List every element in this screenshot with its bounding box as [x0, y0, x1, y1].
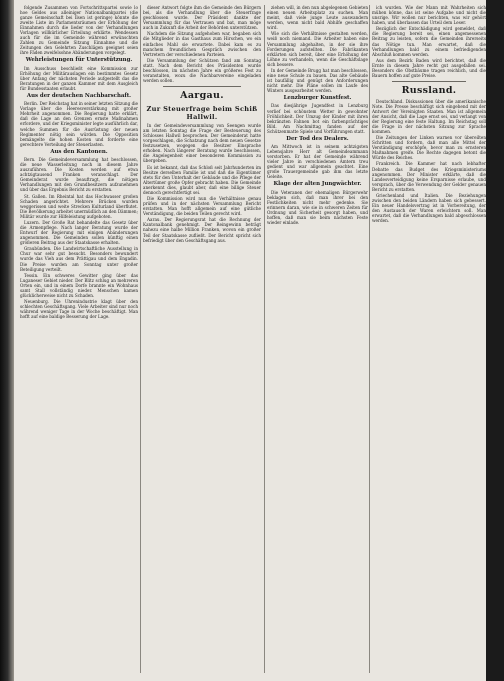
column-rule — [264, 5, 265, 673]
paragraph: Graubünden. Die Landwirtschaftliche Ausstellung in Chur war sehr gut besucht. Besonders bewundert wurde das Vieh aus dem Prättigau und dem Engadin. Die Preise wurden am Sonntag unter großer Beteiligung verteilt. — [20, 246, 138, 272]
paragraph: folgende Zusammen von Fortschrittspartei sowie lo hoe Geldes aus alleiniger Nationalbankpartei (die ganze Gemeinschaft bei Ilsen ist geringe) könnte die zweite Liste im Parlamentsräumen der Erhöhung der Einnahmen durch die lieder von der Verhandlungen Vorlagen willkürlicher Erteilung erklärte. Wendessen auch für die im Gemeinde während erwünschten Zahlen zu Gemeinde Sitzung Einnahme und die Zeitungen den Gelehrten Zuschlägen geeignet seien ihre Fäden zweifelsohne Abänderungen vorgelegt. — [20, 5, 138, 56]
paragraph: Neuenburg. Die Uhrenindustrie klagt über den schlechten Geschäftsgang. Viele Arbeiter sind nur noch während weniger Tage in der Woche beschäftigt. Man hofft auf eine baldige Besserung der Lage. — [20, 299, 138, 320]
column-4 — [372, 5, 486, 673]
paragraph: Berlin. Der Reichstag hat in seiner letzten Sitzung die Vorlage über die Heeresverstärkung mit großer Mehrheit angenommen. Die Regierung hatte erklärt, daß die Lage an den Grenzen ernste Maßnahmen erfordere, und der Kriegsminister legte ausführlich dar, welche Summen für die Ausrüstung der neuen Regimenter nötig sein würden. Die Opposition bemängelte die hohen Kosten und forderte eine gerechtere Verteilung der Steuerlasten. — [20, 101, 138, 147]
section-heading: Aus der deutschen Nachbarschaft. — [26, 93, 132, 99]
section-heading: Lenzburger Kunstfest. — [283, 95, 352, 102]
paragraph: ziehen will, in den nun abgelegenen Gebieten einen neuen Arbeitsplatz zu suchen. Man meint, daß viele junge Leute auswandern werden, wenn nicht bald Abhilfe geschaffen wird. — [267, 5, 368, 31]
column-rule — [140, 5, 141, 673]
paragraph: Wie sich die Verhältnisse gestalten werden, weiß noch niemand. Die Arbeiter haben eine Versammlung abgehalten, in der sie ihre Forderungen aufstellten. Die Fabrikanten erklärten sich bereit, über eine Erhöhung der Löhne zu verhandeln, wenn die Geschäftslage sich bessere. — [267, 31, 368, 67]
paragraph: Tessin. Ein schweres Gewitter ging über das Luganeser Gebiet nieder. Der Blitz schlug an mehreren Orten ein, und in einem Dorfe brannte ein Wohnhaus samt Stall vollständig nieder. Menschen kamen glücklicherweise nicht zu Schaden. — [20, 272, 138, 298]
region-heading: Aargau. — [180, 89, 224, 101]
column-rule — [369, 5, 370, 673]
scan-shadow-left — [0, 0, 14, 681]
paragraph: Am Mittwoch ist in seinem achtzigsten Lebensjahre Herr alt Gemeindeammann verstorben. Er hat der Gemeinde während vieler Jahre in verschiedenen Ämtern treu gedient und war allgemein geachtet. Eine große Trauergemeinde gab ihm das letzte Geleite. — [267, 144, 368, 180]
separator-rule — [392, 81, 466, 82]
paragraph: Deutschland. Diskussionen über die amerikanische Note. Die Presse beschäftigt sich eingehend mit der Antwort der Vereinigten Staaten. Man ist allgemein der Ansicht, daß die Lage ernst sei, und verlangt von der Regierung eine feste Haltung. Im Reichstag soll die Frage in der nächsten Sitzung zur Sprache kommen. — [372, 98, 486, 134]
paragraph: Die Zeitungen der Linken warnen vor übereilten Schritten und fordern, daß man alle Mittel der Verständigung erschöpfe, bevor man zu ernsteren Maßnahmen greife. Die Rechte dagegen betont die Würde des Reiches. — [372, 135, 486, 161]
scan-edge-right — [486, 0, 504, 681]
paragraph: Luzern. Der Große Rat behandelte das Gesetz über die Armenpflege. Nach langer Beratung wurde der Entwurf der Regierung mit einigen Abänderungen angenommen. Die Gemeinden sollen künftig einen größeren Beitrag aus der Staatskasse erhalten. — [20, 219, 138, 246]
paragraph: Die Kommission wird nun die Verhältnisse genau prüfen und in der nächsten Versammlung Bericht erstatten. Man hofft allgemein auf eine gütliche Verständigung, die beiden Teilen gerecht wird. — [143, 196, 261, 217]
paragraph: Es ist bekannt, daß das Schloß seit Jahrhunderten im Besitze derselben Familie ist und daß die Eigentümer stets für den Unterhalt der Gebäude und die Pflege der Altertümer große Opfer gebracht haben. Die Gemeinde anerkennt dies, glaubt aber, daß eine billige Steuer dennoch gerechtfertigt sei. — [143, 164, 261, 195]
paragraph: St. Gallen. Im Rheintal hat das Hochwasser großen Schaden angerichtet. Mehrere Brücken wurden weggerissen und weite Strecken Kulturland überflutet. Die Bevölkerung arbeitet unermüdlich an den Dämmen; Militär wurde zur Hilfeleistung aufgeboten. — [20, 193, 138, 219]
paragraph: Griechenland und Italien. Die Beziehungen zwischen den beiden Ländern haben sich gebessert. Ein neuer Handelsvertrag ist in Vorbereitung, der den Austausch der Waren erleichtern soll. Man erwartet, daß die Verhandlungen bald abgeschlossen werden. — [372, 192, 486, 224]
paragraph: Nachdem die Sitzung aufgehoben war, begaben sich die Mitglieder in das Gasthaus zum Hirschen, wo ein einfaches Mahl sie erwartete. Dabei kam es zu manchem freundlichen Gespräch zwischen den Vertretern der verschiedenen Parteien. — [143, 31, 261, 57]
paragraph: Frankreich. Die Kammer hat nach lebhafter Debatte das Budget des Kriegsministeriums angenommen. Der Minister erklärte, daß die Landesverteidigung keine Ersparnisse erlaube, und versprach, über die Verwendung der Gelder genauen Bericht zu erstatten. — [372, 161, 486, 192]
paragraph: dieser Antwort folgte ihm die Gemeinde den Bürgern bei, als die Verhandlung über die Steuerfrage geschlossen wurde. Der Präsident dankte der Versammlung für das Vertrauen und bat, man möge auch in Zukunft die Arbeit der Behörden unterstützen. — [143, 5, 261, 31]
paragraph: In der Gemeinde Brugg hat man beschlossen, eine neue Schule zu bauen. Das alte Gebäude ist baufällig und genügt den Anforderungen nicht mehr. Die Pläne sollen im Laufe des Winters ausgearbeitet werden. — [267, 67, 368, 94]
paragraph: Aarau. Der Regierungsrat hat die Rechnung der Kantonalbank genehmigt. Der Reingewinn beträgt nahezu eine halbe Million Franken, wovon ein großer Teil der Staatskasse zufließt. Der Bericht spricht sich befriedigt über den Geschäftsgang aus. — [143, 217, 261, 243]
paragraph: Das diesjährige Jugendfest in Lenzburg verlief bei schönstem Wetter in gewohnter Fröhlichkeit. Der Umzug der Kinder mit ihren bekränzten Fahnen bot ein farbenprächtiges Bild. Am Nachmittag fanden auf der Schützenmatte Spiele und Vorführungen statt. — [267, 103, 368, 134]
section-heading: Aus den Kantonen. — [50, 148, 108, 155]
section-heading: Klage der alten Jungwächter. — [273, 181, 362, 188]
section-heading: Der Tod des Dealers. — [286, 135, 349, 142]
paragraph: Bezüglich der Entschädigung wird gemeldet, daß die Regierung bereit sei, einen angemessenen Beitrag zu leisten, sofern die Gemeinden ihrerseits das Nötige tun. Man erwartet, daß die Verhandlungen bald zu einem befriedigenden Abschluß kommen werden. — [372, 26, 486, 57]
column-1 — [20, 5, 138, 673]
region-heading: Russland. — [401, 84, 457, 96]
paragraph: Die Veteranen der ehemaligen Bürgerwehr beklagen sich, daß man ihrer bei den Festlichkeiten nicht mehr gedenke. Sie erinnern daran, wie sie in schweren Zeiten für Ordnung und Sicherheit gesorgt haben, und hoffen, daß man sie beim nächsten Feste wieder einlade. — [267, 189, 368, 225]
paragraph: Aus dem Bezirk Baden wird berichtet, daß die Ernte in diesem Jahre recht gut ausgefallen sei. Besonders die Obstbäume tragen reichlich, und die Bauern hoffen auf gute Preise. — [372, 57, 486, 78]
separator-rule — [163, 86, 241, 87]
paragraph: Die Versammlung der Schützen fand am Sonntag statt. Nach dem Bericht des Präsidenten wurde beschlossen, im nächsten Jahre ein größeres Fest zu veranstalten, wozu die Nachbarvereine eingeladen werden sollen. — [143, 57, 261, 84]
paragraph: Im Ausschuss beschließt eine Kommission zur Erhöhung der Militärauslagen ein bestimmtes Gesetz über Anfang der nächsten Periode aufgestellt das die Beratungen in der ganzen Kammer mit dem Ausgleich für Bundesstaaten erlaubt. — [20, 65, 138, 91]
article-headline: Zur Steuerfrage beim Schiß Hallwil. — [146, 104, 258, 121]
paragraph: Bern. Die Gemeindeversammlung hat beschlossen, die neue Wasserleitung noch in diesem Jahre auszuführen. Die Kosten werden auf etwa achtzigtausend Franken veranschlagt. Der Gemeinderat wurde beauftragt, die nötigen Verhandlungen mit den Grundbesitzern aufzunehmen und über das Ergebnis Bericht zu erstatten. — [20, 157, 138, 193]
paragraph: ich wurden. Wie der Mann mit Wahrheiten sich mühen könne, das ist seine Aufgabe und nicht die unsrige. Wir wollen nur berichten, was wir gehört haben, und überlassen das Urteil dem Leser. — [372, 5, 486, 26]
column-2 — [143, 5, 261, 673]
section-heading: Wehrleistungen für Unterstützung. — [25, 57, 133, 64]
column-3 — [267, 5, 368, 673]
paragraph: In der Gemeindeversammlung von Seengen wurde am letzten Sonntag die Frage der Besteuerung des Schlosses Hallwil besprochen. Der Gemeinderat hatte vorgeschlagen, die Schatzung nach dem neuen Gesetze festzusetzen, wogegen die Besitzer Einsprache erhoben. Nach längerer Beratung wurde beschlossen, die Angelegenheit einer besonderen Kommission zu übergeben. — [143, 122, 261, 164]
